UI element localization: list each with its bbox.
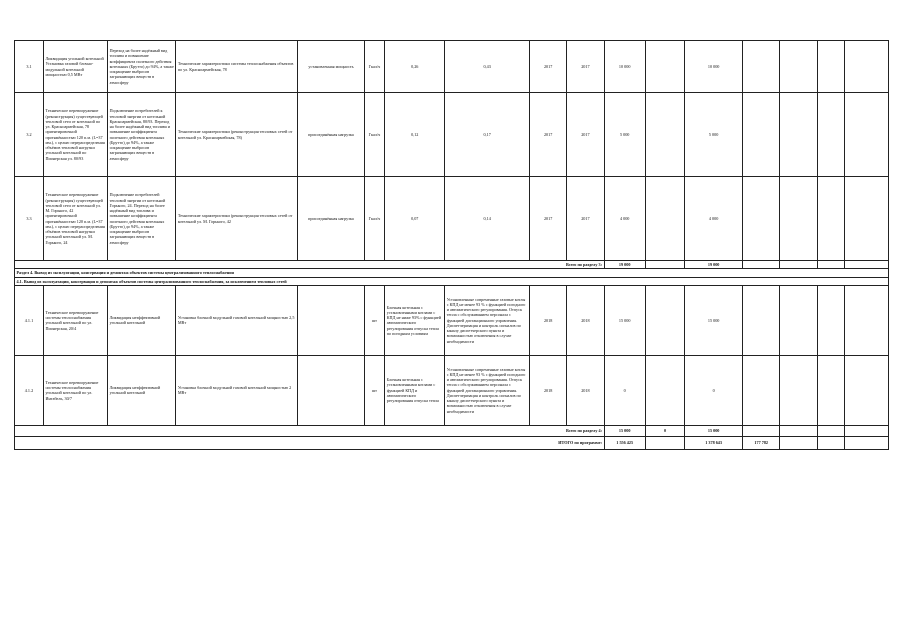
row-unit: шт bbox=[364, 355, 385, 425]
row-cost-total: 4 000 bbox=[604, 177, 645, 261]
row-source-b: 15 000 bbox=[685, 285, 743, 355]
subtotal-label: Всего по разделу 3: bbox=[15, 261, 605, 269]
section-4-title: Раздел 4. Вывод из эксплуатации, консервация и демонтаж объектов системы централизованного теплоснабжения bbox=[15, 269, 889, 277]
empty-cell bbox=[845, 93, 889, 177]
row-year-start: 2017 bbox=[530, 177, 567, 261]
row-source-b: 0 bbox=[685, 355, 743, 425]
row-year-start: 2018 bbox=[530, 355, 567, 425]
section-4-1-title: 4.1. Вывод из эксплуатации, консервация и демонтаж объектов системы централизованного теплоснабжения, за исключением тепловых сетей bbox=[15, 277, 889, 285]
row-indicator: Технические характеристики (реконструкция тепловых сетей от котельной ул. Красноармейская, 78) bbox=[176, 93, 298, 177]
empty-cell bbox=[845, 425, 889, 436]
empty-cell bbox=[817, 177, 845, 261]
table-row bbox=[15, 285, 889, 355]
empty-cell bbox=[845, 261, 889, 269]
subtotal-source-b: 19 000 bbox=[685, 261, 743, 269]
row-param: присоединённая нагрузка bbox=[298, 177, 364, 261]
row-name: Техническое перевооружение системы теплоснабжения угольной котельной по ул. Пионерская, 20/4 bbox=[43, 285, 107, 355]
row-name: Ликвидация угольной котельной Установка газовой блочно-модульной котельной мощностью 0,5 МВт bbox=[43, 41, 107, 93]
row-name: Техническое перевооружение (реконструкция) существующей тепловой сети от котельной по ул. Красноармейская, 78 ориентировочной протяжённостью 120 п.м. (L=37 мм.), с целью перераспределения объёмов тепловой нагрузки угольной котельной по Пионерская ул. 80/93 bbox=[43, 93, 107, 177]
row-param: Блочная котельная с установленными котлами с функцией КПД и автоматического регулирования отпуска тепла bbox=[385, 355, 445, 425]
row-unit: Гкал/ч bbox=[364, 41, 385, 93]
row-goal: Подключение потребителей к тепловой энергии от котельной Красноармейская, 80/93. Переход на более надёжный вид топлива и повышение коэффициента полезного действия котельных (Брутто) до 94%, а также сокращение выбросов загрязняющих веществ в атмосферу bbox=[108, 93, 176, 177]
row-cost-total: 15 000 bbox=[604, 285, 645, 355]
row-cost-total: 10 000 bbox=[604, 41, 645, 93]
empty-cell bbox=[845, 355, 889, 425]
row-number: 3.2 bbox=[15, 93, 44, 177]
row-year-start: 2018 bbox=[530, 285, 567, 355]
subtotal-source-a: 0 bbox=[645, 425, 684, 436]
empty-cell bbox=[817, 261, 845, 269]
empty-cell bbox=[817, 93, 845, 177]
row-source-a bbox=[645, 355, 684, 425]
row-source-c bbox=[743, 177, 780, 261]
empty-cell bbox=[817, 41, 845, 93]
subtotal-source-b: 15 000 bbox=[685, 425, 743, 436]
empty-cell bbox=[780, 41, 817, 93]
row-unit: Гкал/ч bbox=[364, 177, 385, 261]
subtotal-total: 15 000 bbox=[604, 425, 645, 436]
empty-cell bbox=[780, 93, 817, 177]
subtotal-label: Всего по разделу 4: bbox=[15, 425, 605, 436]
empty-cell bbox=[645, 436, 684, 449]
table-row bbox=[15, 93, 889, 177]
row-source-c bbox=[743, 41, 780, 93]
empty-cell bbox=[817, 285, 845, 355]
row-unit: шт bbox=[364, 285, 385, 355]
row-number: 4.1.1 bbox=[15, 285, 44, 355]
row-unit: Гкал/ч bbox=[364, 93, 385, 177]
table-row bbox=[15, 355, 889, 425]
grand-total-label: ИТОГО по программе: bbox=[15, 436, 605, 449]
row-year-start: 2017 bbox=[530, 93, 567, 177]
row-value-before: 0,12 bbox=[385, 93, 445, 177]
row-source-a bbox=[645, 285, 684, 355]
subtotal-row bbox=[15, 425, 889, 436]
section-header-row bbox=[15, 269, 889, 277]
row-goal: Ликвидация неэффективной угольной котельной bbox=[108, 355, 176, 425]
empty-cell bbox=[780, 177, 817, 261]
row-source-a bbox=[645, 177, 684, 261]
empty-cell bbox=[780, 285, 817, 355]
empty-cell bbox=[780, 425, 817, 436]
row-source-b: 10 000 bbox=[685, 41, 743, 93]
empty-cell bbox=[780, 355, 817, 425]
row-year-end: 2017 bbox=[567, 41, 604, 93]
row-source-a bbox=[645, 93, 684, 177]
empty-cell bbox=[845, 41, 889, 93]
row-source-a bbox=[645, 41, 684, 93]
row-number: 3.3 bbox=[15, 177, 44, 261]
empty-cell bbox=[845, 177, 889, 261]
row-value-after: 0,43 bbox=[445, 41, 530, 93]
row-cost-total: 5 000 bbox=[604, 93, 645, 177]
empty-cell bbox=[817, 355, 845, 425]
table-row bbox=[15, 177, 889, 261]
row-effect: Установленные современные газовые котлы с КПД не менее 93 % с функцией погодного и автоматического регулирования. Отпуск тепла с обслуживанием персонала с функцией дистанционного управления. Диспетчеризация и контроль сигналов по каналу диспетчерского пункта и возможностью отключения в случае необходимости bbox=[445, 285, 530, 355]
grand-total: 1 556 425 bbox=[604, 436, 645, 449]
row-year-start: 2017 bbox=[530, 41, 567, 93]
row-value-before: 0,07 bbox=[385, 177, 445, 261]
empty-cell bbox=[845, 436, 889, 449]
subsection-header-row bbox=[15, 277, 889, 285]
row-value-before: 0,26 bbox=[385, 41, 445, 93]
empty-cell bbox=[817, 425, 845, 436]
row-param: установленная мощность bbox=[298, 41, 364, 93]
row-name: Техническое перевооружение системы теплоснабжения угольной котельной по ул. Интабель, 30/7 bbox=[43, 355, 107, 425]
subtotal-total: 19 000 bbox=[604, 261, 645, 269]
row-name: Техническое перевооружение (реконструкция) существующей тепловой сети от котельной ул. М. Горького, 42 ориентировочной протяжённостью 120 п.м. (L=37 мм.), с целью перераспределения объёмов тепловой нагрузки угольной котельной ул. М. Горького, 24 bbox=[43, 177, 107, 261]
empty-cell bbox=[298, 285, 364, 355]
empty-cell bbox=[817, 436, 845, 449]
row-goal: Ликвидация неэффективной угольной котельной bbox=[108, 285, 176, 355]
row-indicator: Технические характеристики (реконструкция тепловых сетей от котельной ул. М. Горького, 42 bbox=[176, 177, 298, 261]
row-source-c bbox=[743, 93, 780, 177]
row-indicator: Установка блочной модульной газовой котельной мощностью 2 МВт bbox=[176, 355, 298, 425]
row-cost-total: 0 bbox=[604, 355, 645, 425]
empty-cell bbox=[845, 285, 889, 355]
row-value-after: 0,17 bbox=[445, 93, 530, 177]
grand-total-source-b: 177 782 bbox=[743, 436, 780, 449]
empty-cell bbox=[298, 355, 364, 425]
investment-program-table bbox=[14, 40, 889, 450]
empty-cell bbox=[780, 436, 817, 449]
row-indicator: Установка блочной модульной газовой котельной мощностью 2,5 МВт bbox=[176, 285, 298, 355]
row-goal: Подключение потребителей тепловой энергии от котельной Горького, 24. Переход на более надёжный вид топлива и повышение коэффициента полезного действия котельных (Брутто) до 94%, а также сокращение выбросов загрязняющих веществ в атмосферу bbox=[108, 177, 176, 261]
row-year-end: 2018 bbox=[567, 285, 604, 355]
empty-cell bbox=[645, 261, 684, 269]
empty-cell bbox=[743, 261, 780, 269]
row-source-b: 5 000 bbox=[685, 93, 743, 177]
row-year-end: 2017 bbox=[567, 177, 604, 261]
table-row bbox=[15, 41, 889, 93]
subtotal-row bbox=[15, 261, 889, 269]
row-source-c bbox=[743, 355, 780, 425]
grand-total-source-a: 1 378 643 bbox=[685, 436, 743, 449]
row-effect: Установленные современные газовые котлы с КПД не менее 93 % с функцией погодного и автоматического регулирования. Отпуск тепла с обслуживанием персонала с функцией дистанционного управления. Диспетчеризация и контроль сигналов по каналу диспетчерского пункта и возможностью отключения в случае необходимости bbox=[445, 355, 530, 425]
row-year-end: 2017 bbox=[567, 93, 604, 177]
row-value-after: 0,14 bbox=[445, 177, 530, 261]
row-param: присоединённая нагрузка bbox=[298, 93, 364, 177]
row-indicator: Технические характеристики системы теплоснабжения объектов по ул. Красноармейская, 78 bbox=[176, 41, 298, 93]
row-number: 4.1.2 bbox=[15, 355, 44, 425]
row-number: 3.1 bbox=[15, 41, 44, 93]
empty-cell bbox=[780, 261, 817, 269]
row-goal: Переход на более надёжный вид топлива и повышение коэффициента полезного действия котельных (Брутто) до 94%, а также сокращение выбросов загрязняющих веществ в атмосферу bbox=[108, 41, 176, 93]
row-param: Блочная котельная с установленными котлами с КПД не ниже 93% с функцией автоматического регулирования отпуска тепла по погодным условиям bbox=[385, 285, 445, 355]
row-source-c bbox=[743, 285, 780, 355]
row-source-b: 4 000 bbox=[685, 177, 743, 261]
row-year-end: 2018 bbox=[567, 355, 604, 425]
empty-cell bbox=[743, 425, 780, 436]
grand-total-row bbox=[15, 436, 889, 449]
